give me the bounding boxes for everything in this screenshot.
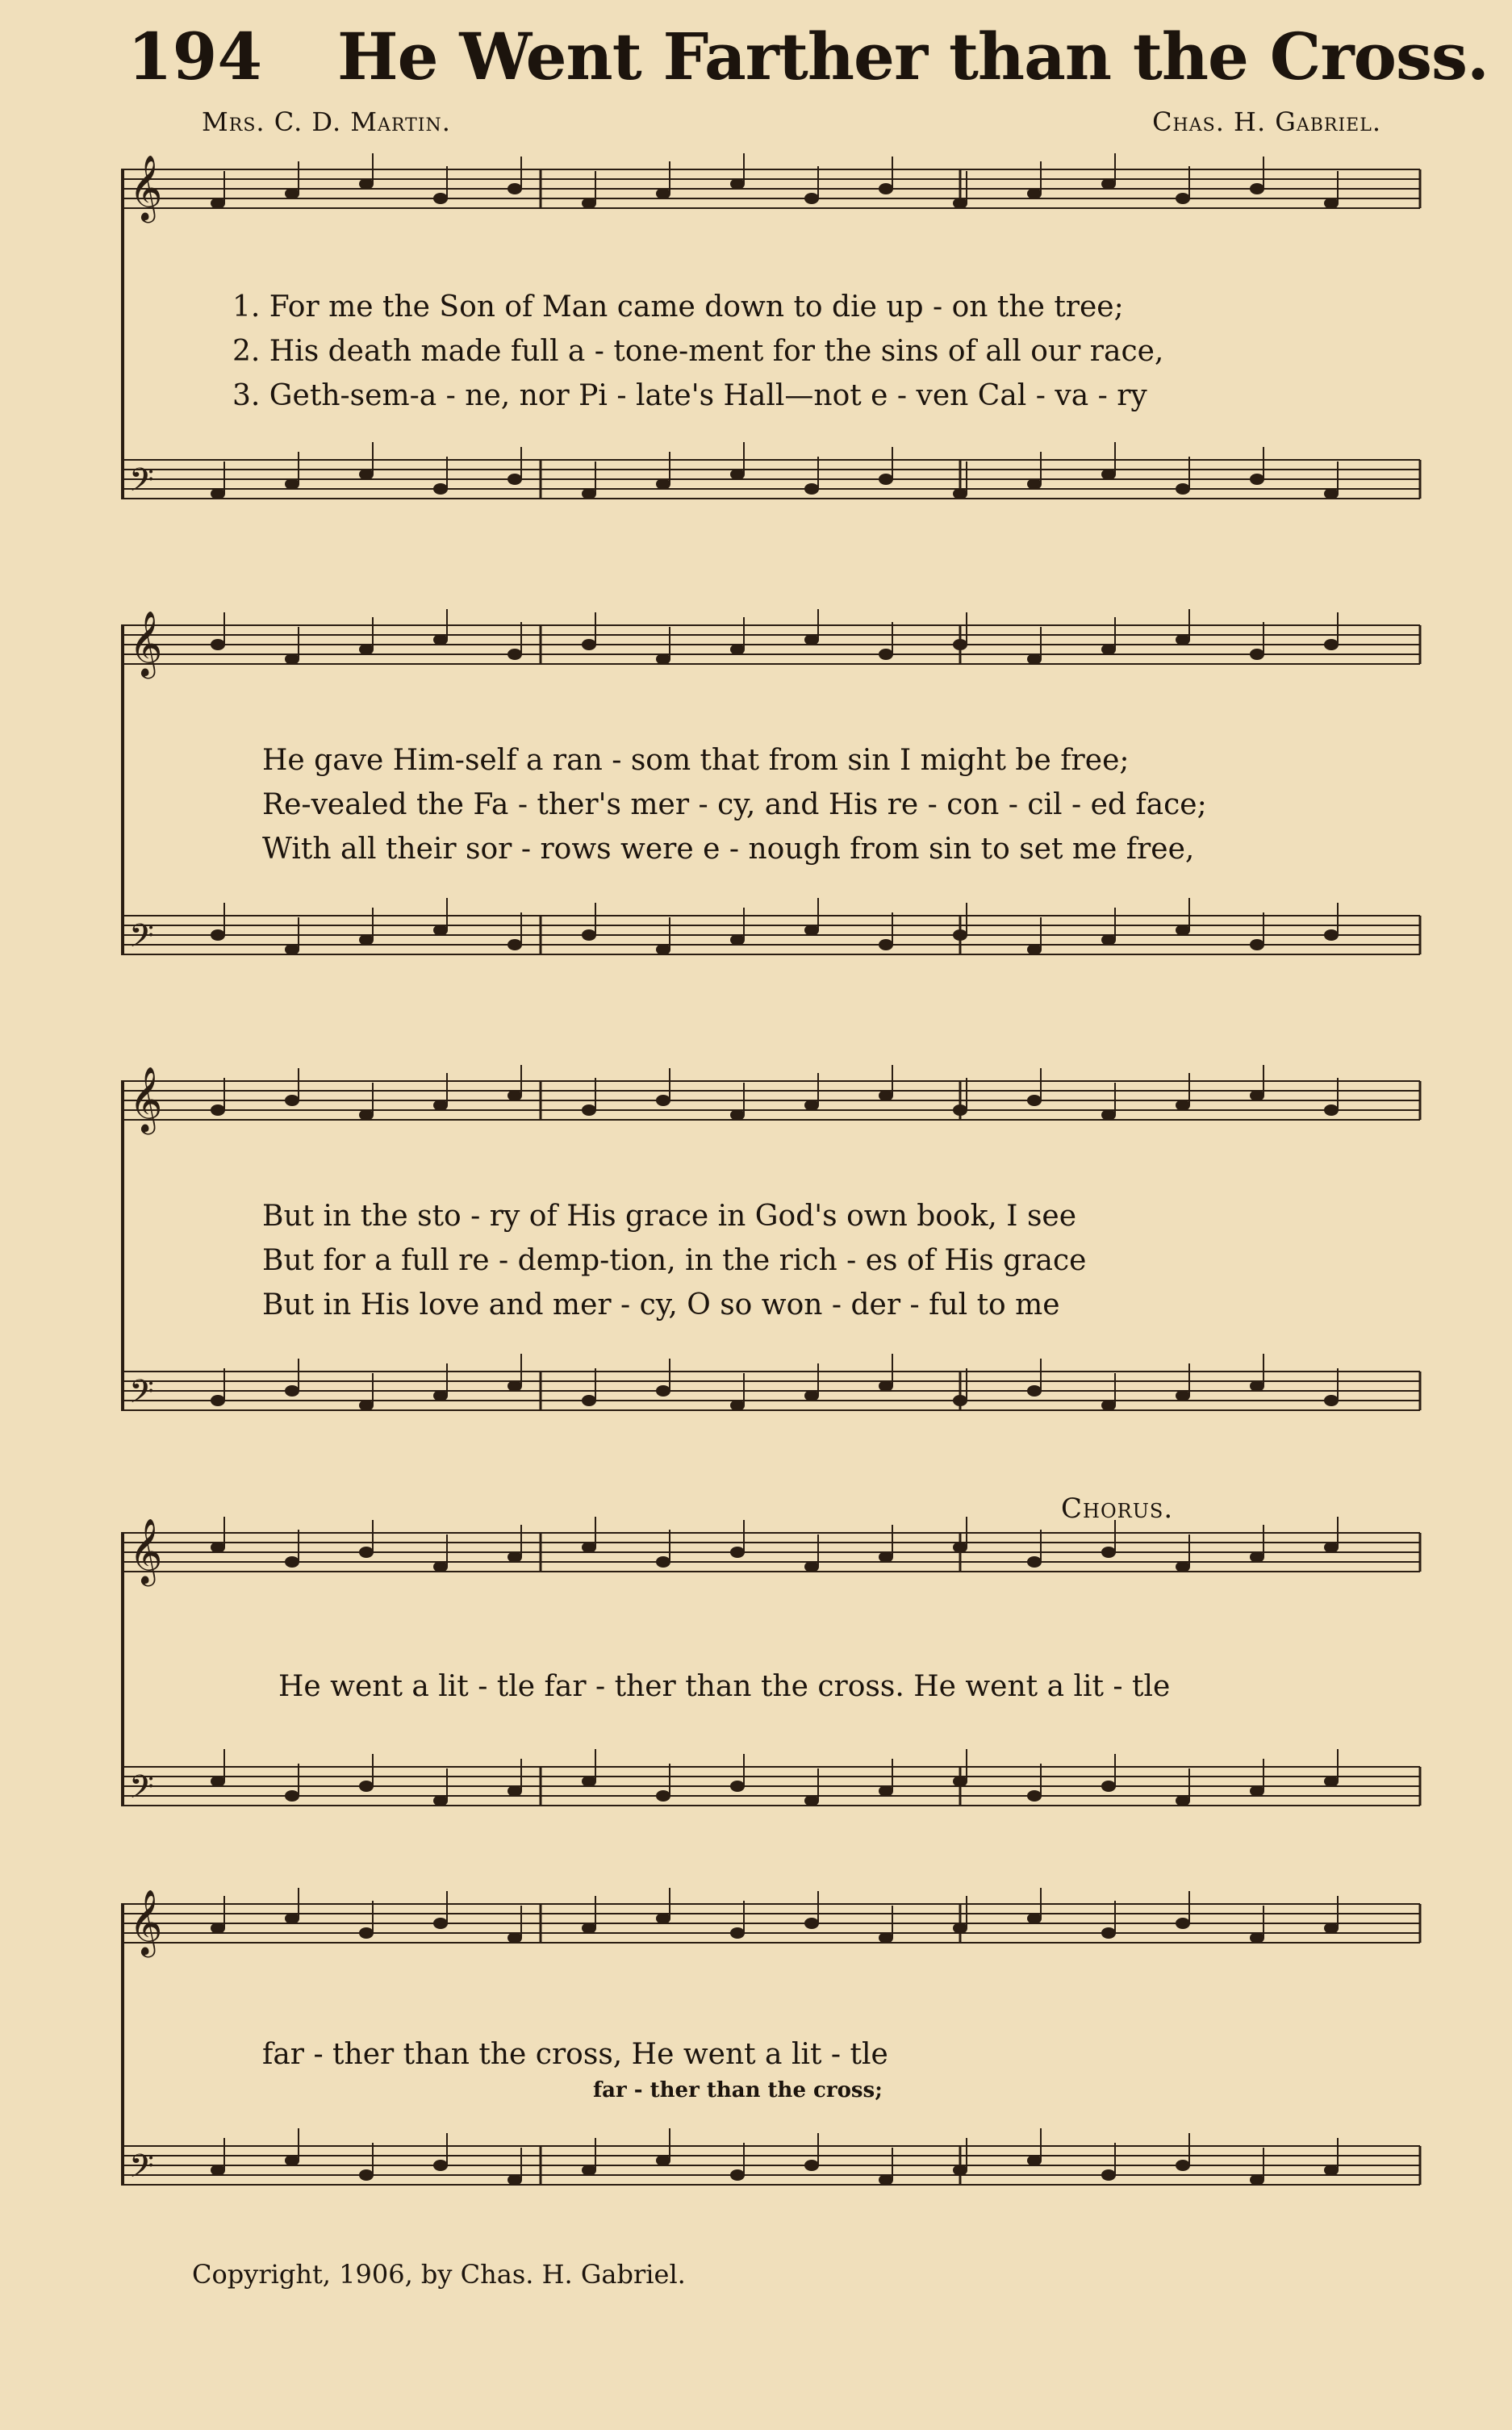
note-head [879, 474, 893, 485]
note-head [1101, 1400, 1116, 1411]
note-head [804, 1390, 819, 1401]
note-head [433, 925, 448, 936]
note-head [804, 634, 819, 645]
lyric-line: But for a full re - demp-tion, in the rich - es of His grace [262, 1244, 1087, 1277]
note-head [1101, 644, 1116, 655]
note-head [359, 1109, 374, 1121]
note-head [1101, 1781, 1116, 1792]
note-head [359, 1927, 374, 1939]
lyric-line: He went a lit - tle far - ther than the cross. He went a lit - tle [278, 1670, 1171, 1703]
note-head [730, 469, 745, 480]
note-head [953, 1776, 967, 1787]
note-head [582, 198, 596, 209]
note-head [507, 183, 522, 194]
lyric-line: 3. Geth-sem-a - ne, nor Pi - late's Hall—not e - ven Cal - va - ry [232, 379, 1147, 412]
note-head [433, 193, 448, 204]
note-head [359, 644, 374, 655]
note-head [1101, 1927, 1116, 1939]
note-head [507, 939, 522, 950]
note-head [359, 1781, 374, 1792]
note-head [211, 929, 225, 941]
note-head [1176, 925, 1190, 936]
note-head [285, 1095, 299, 1106]
note-head [953, 2165, 967, 2176]
note-head [285, 944, 299, 955]
note-head [953, 1923, 967, 1934]
lyric-line: With all their sor - rows were e - nough from sin to set me free, [262, 833, 1195, 866]
treble-clef-icon: 𝄞 [129, 1518, 163, 1584]
note-head [879, 183, 893, 194]
note-head [879, 1551, 893, 1563]
note-head [285, 1913, 299, 1924]
note-head [433, 634, 448, 645]
note-head [953, 929, 967, 941]
note-head [433, 2160, 448, 2171]
note-head [1250, 1785, 1264, 1797]
note-head [879, 649, 893, 660]
note-head [285, 1556, 299, 1568]
note-head [1324, 1776, 1339, 1787]
note-head [211, 639, 225, 650]
note-head [804, 483, 819, 495]
lyric-line: But in His love and mer - cy, O so won - der - ful to me [262, 1288, 1060, 1321]
note-head [582, 639, 596, 650]
note-head [1250, 1090, 1264, 1101]
note-head [582, 1776, 596, 1787]
note-head [433, 1795, 448, 1806]
note-head [1176, 1561, 1190, 1572]
treble-clef-icon: 𝄞 [129, 1889, 163, 1955]
note-head [804, 193, 819, 204]
note-head [1324, 929, 1339, 941]
note-head [1027, 1095, 1042, 1106]
note-head [507, 2174, 522, 2186]
lyricist-credit: Mrs. C. D. Martin. [202, 106, 451, 137]
note-head [1101, 2169, 1116, 2181]
note-head [285, 478, 299, 490]
note-head [507, 1380, 522, 1392]
note-head [1101, 178, 1116, 190]
note-head [507, 1551, 522, 1563]
note-head [804, 925, 819, 936]
note-head [879, 1932, 893, 1944]
note-head [656, 1385, 670, 1397]
note-head [804, 1561, 819, 1572]
note-head [433, 1561, 448, 1572]
note-head [730, 1547, 745, 1558]
note-head [1250, 183, 1264, 194]
note-head [1250, 939, 1264, 950]
note-head [582, 929, 596, 941]
treble-clef-icon: 𝄞 [129, 610, 163, 676]
note-head [730, 934, 745, 946]
note-head [582, 1542, 596, 1553]
note-head [359, 934, 374, 946]
hymn-number: 194 [127, 19, 262, 94]
note-head [285, 1790, 299, 1802]
note-head [211, 198, 225, 209]
note-head [879, 1380, 893, 1392]
note-head [1250, 474, 1264, 485]
note-head [953, 488, 967, 499]
note-head [433, 483, 448, 495]
lyric-line: far - ther than the cross, He went a lit - tle [262, 2038, 888, 2071]
note-head [507, 1090, 522, 1101]
note-head [285, 2155, 299, 2166]
note-head [582, 1104, 596, 1116]
note-head [730, 1109, 745, 1121]
note-head [953, 639, 967, 650]
note-head [1324, 488, 1339, 499]
note-head [1027, 1385, 1042, 1397]
note-head [1027, 653, 1042, 665]
note-head [1176, 634, 1190, 645]
note-head [804, 1918, 819, 1929]
lyric-line: He gave Him-self a ran - som that from sin I might be free; [262, 744, 1130, 777]
note-head [582, 1923, 596, 1934]
note-head [285, 653, 299, 665]
note-head [582, 488, 596, 499]
note-head [1250, 649, 1264, 660]
note-head [953, 1104, 967, 1116]
note-head [1027, 1790, 1042, 1802]
note-head [730, 1400, 745, 1411]
note-head [507, 1785, 522, 1797]
note-head [953, 198, 967, 209]
note-head [285, 188, 299, 199]
note-head [582, 2165, 596, 2176]
bass-clef-icon: 𝄢 [129, 1768, 154, 1814]
note-head [433, 1100, 448, 1111]
note-head [211, 1542, 225, 1553]
note-head [1324, 1542, 1339, 1553]
note-head [656, 188, 670, 199]
note-head [1324, 2165, 1339, 2176]
note-head [1101, 1547, 1116, 1558]
note-head [211, 1923, 225, 1934]
note-head [879, 1785, 893, 1797]
note-head [804, 1100, 819, 1111]
note-head [1101, 934, 1116, 946]
bass-clef-icon: 𝄢 [129, 917, 154, 962]
note-head [730, 1927, 745, 1939]
note-head [433, 1390, 448, 1401]
note-head [656, 2155, 670, 2166]
note-head [730, 1781, 745, 1792]
note-head [211, 1104, 225, 1116]
copyright-notice: Copyright, 1906, by Chas. H. Gabriel. [192, 2259, 686, 2290]
lyric-line-small: far - ther than the cross; [593, 2078, 883, 2102]
note-head [879, 2174, 893, 2186]
note-head [804, 1795, 819, 1806]
note-head [656, 1556, 670, 1568]
note-head [730, 2169, 745, 2181]
note-head [1027, 1913, 1042, 1924]
note-head [879, 1090, 893, 1101]
note-head [1324, 1104, 1339, 1116]
note-head [1027, 188, 1042, 199]
note-head [1324, 639, 1339, 650]
note-head [656, 1095, 670, 1106]
note-head [359, 178, 374, 190]
note-head [804, 2160, 819, 2171]
note-head [582, 1395, 596, 1406]
note-head [1101, 469, 1116, 480]
note-head [1176, 193, 1190, 204]
lyric-line: But in the sto - ry of His grace in God's own book, I see [262, 1200, 1077, 1233]
note-head [1176, 1795, 1190, 1806]
bass-clef-icon: 𝄢 [129, 461, 154, 507]
note-head [656, 944, 670, 955]
lyric-line: Re-vealed the Fa - ther's mer - cy, and His re - con - cil - ed face; [262, 788, 1207, 821]
note-head [359, 2169, 374, 2181]
hymn-title: He Went Farther than the Cross. [337, 19, 1489, 94]
note-head [211, 1395, 225, 1406]
note-head [1324, 1923, 1339, 1934]
note-head [1176, 483, 1190, 495]
note-head [359, 469, 374, 480]
note-head [1176, 1918, 1190, 1929]
note-head [1250, 2174, 1264, 2186]
note-head [211, 1776, 225, 1787]
bass-clef-icon: 𝄢 [129, 1373, 154, 1418]
note-head [507, 1932, 522, 1944]
note-head [1101, 1109, 1116, 1121]
note-head [1027, 478, 1042, 490]
note-head [730, 178, 745, 190]
note-head [953, 1542, 967, 1553]
chorus-label: Chorus. [1061, 1493, 1174, 1525]
note-head [1324, 198, 1339, 209]
note-head [285, 1385, 299, 1397]
note-head [1027, 944, 1042, 955]
note-head [656, 653, 670, 665]
treble-clef-icon: 𝄞 [129, 154, 163, 220]
note-head [359, 1400, 374, 1411]
composer-credit: Chas. H. Gabriel. [1152, 106, 1381, 137]
note-head [1176, 1100, 1190, 1111]
note-head [1250, 1380, 1264, 1392]
note-head [433, 1918, 448, 1929]
note-head [1176, 1390, 1190, 1401]
bass-clef-icon: 𝄢 [129, 2148, 154, 2193]
note-head [1176, 2160, 1190, 2171]
note-head [211, 488, 225, 499]
note-head [1250, 1551, 1264, 1563]
note-head [656, 1790, 670, 1802]
note-head [1250, 1932, 1264, 1944]
note-head [730, 644, 745, 655]
lyric-line: 2. His death made full a - tone-ment for the sins of all our race, [232, 335, 1164, 368]
lyric-line: 1. For me the Son of Man came down to die up - on the tree; [232, 290, 1124, 324]
note-head [1027, 1556, 1042, 1568]
note-head [507, 474, 522, 485]
note-head [879, 939, 893, 950]
note-head [1324, 1395, 1339, 1406]
treble-clef-icon: 𝄞 [129, 1066, 163, 1132]
note-head [1027, 2155, 1042, 2166]
note-head [656, 1913, 670, 1924]
note-head [507, 649, 522, 660]
note-head [953, 1395, 967, 1406]
note-head [656, 478, 670, 490]
note-head [211, 2165, 225, 2176]
note-head [359, 1547, 374, 1558]
